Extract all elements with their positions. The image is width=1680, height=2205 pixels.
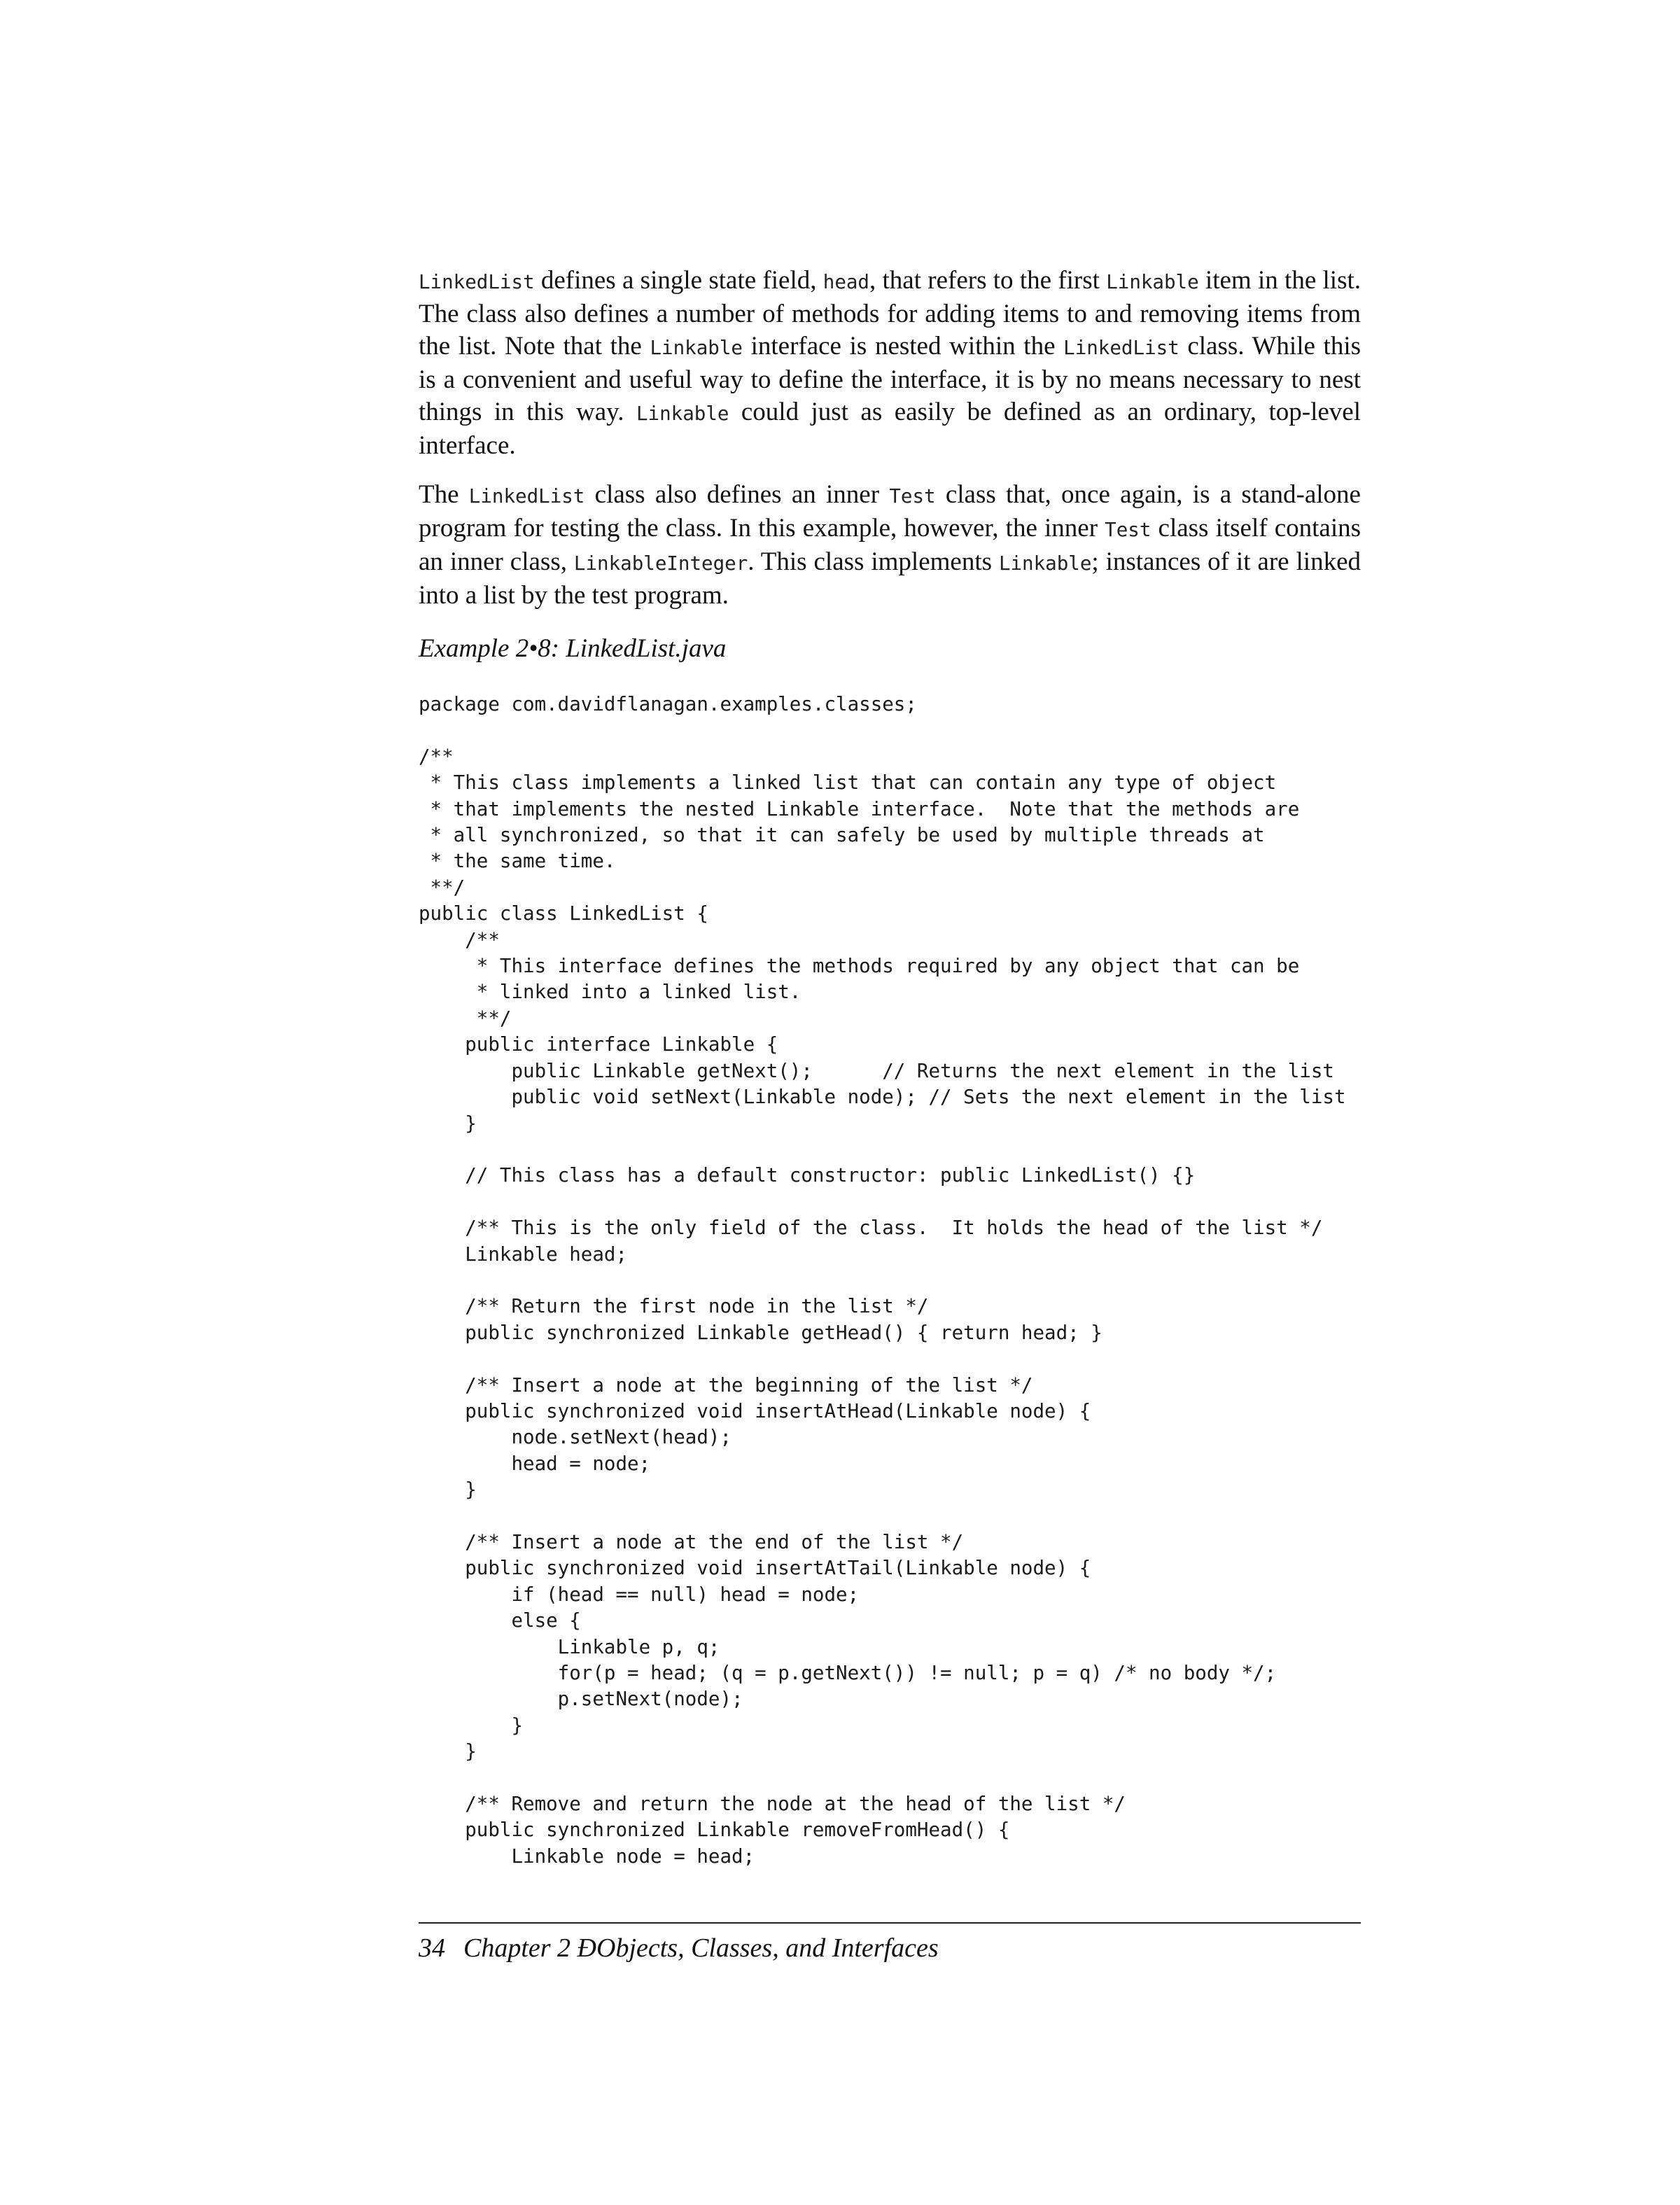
code-line: public synchronized void insertAtTail(Linkable node) {: [419, 1557, 1091, 1580]
code-line: }: [419, 1714, 524, 1737]
inline-code: Linkable: [998, 552, 1092, 575]
code-line: [419, 1504, 1361, 1530]
code-line: package com.davidflanagan.examples.classes;: [419, 693, 917, 715]
inline-code: head: [822, 271, 869, 293]
code-line: public class LinkedList {: [419, 902, 708, 925]
code-line: **/: [419, 1007, 512, 1030]
code-line: }: [419, 1478, 477, 1502]
paragraph-text: class itself contains an inner class,: [419, 514, 1361, 576]
code-line: if (head == null) head = node;: [419, 1583, 860, 1606]
code-line: **/: [419, 876, 465, 899]
paragraph-text: defines a single state field,: [534, 266, 823, 295]
page-number: 34: [419, 1933, 445, 1963]
code-line: for(p = head; (q = p.getNext()) != null; p = q) /* no body */;: [419, 1662, 1277, 1685]
chapter-title: Chapter 2 ÐObjects, Classes, and Interfaces: [463, 1933, 939, 1963]
inline-code: Linkable: [636, 402, 729, 425]
paragraph-text: could just as easily be defined as an ordinary, top-level interface.: [419, 398, 1361, 460]
code-line: }: [419, 1740, 477, 1763]
code-line: * linked into a linked list.: [419, 981, 802, 1004]
code-line: * the same time.: [419, 850, 616, 873]
code-line: [419, 1189, 1361, 1215]
paragraph-text: ; instances of it are linked into a list by the test program.: [419, 547, 1361, 610]
code-line: * all synchronized, so that it can safely be used by multiple threads at: [419, 824, 1265, 847]
inline-code: LinkedList: [468, 485, 585, 507]
paragraph-text: . This class implements: [748, 547, 999, 576]
code-line: public synchronized Linkable getHead() { return head; }: [419, 1321, 1102, 1344]
paragraph-text: class. While this is a convenient and useful way to define the interface, it is by no means necessary to nest things in this way.: [419, 332, 1362, 426]
example-caption: Example 2•8: LinkedList.java: [419, 634, 727, 663]
code-line: p.setNext(node);: [419, 1688, 743, 1711]
inline-code: Test: [889, 485, 936, 507]
code-line: [419, 1346, 1361, 1372]
code-line: /**: [419, 928, 500, 951]
code-line: Linkable node = head;: [419, 1844, 755, 1868]
code-line: // This class has a default constructor: public LinkedList() {}: [419, 1164, 1196, 1187]
inline-code: Test: [1105, 519, 1152, 541]
code-line: [419, 1765, 1361, 1791]
code-line: * This class implements a linked list that can contain any type of object: [419, 771, 1277, 794]
code-line: /** Insert a node at the beginning of the list */: [419, 1373, 1033, 1396]
inline-code: LinkableInteger: [573, 552, 748, 575]
code-line: Linkable p, q;: [419, 1635, 720, 1658]
code-line: * This interface defines the methods required by any object that can be: [419, 955, 1300, 978]
code-line: public synchronized Linkable removeFromHead() {: [419, 1819, 1010, 1842]
code-line: public Linkable getNext(); // Returns the next element in the list: [419, 1059, 1334, 1082]
code-line: Linkable head;: [419, 1242, 628, 1266]
inline-code: LinkedList: [419, 271, 535, 293]
page-footer: [419, 1931, 939, 1966]
code-line: public void setNext(Linkable node); // Sets the next element in the list: [419, 1086, 1346, 1109]
paragraph-text: item in the list. The class also defines a number of methods for adding items to and removing items from the list. Note that the: [419, 266, 1362, 360]
code-line: else {: [419, 1609, 581, 1632]
code-line: }: [419, 1112, 477, 1135]
code-line: head = node;: [419, 1452, 651, 1475]
code-line: node.setNext(head);: [419, 1426, 732, 1449]
code-listing: [419, 692, 1361, 1870]
paragraph-text: , that refers to the first: [869, 266, 1107, 295]
paragraph-text: class that, once again, is a stand-alone program for testing the class. In this example, however, the inner: [419, 480, 1361, 542]
inline-code: Linkable: [1106, 271, 1199, 293]
page-body: [419, 265, 1361, 1870]
code-line: * that implements the nested Linkable interface. Note that the methods are: [419, 797, 1300, 820]
body-paragraph-1: [419, 265, 1361, 462]
paragraph-text: interface is nested within the: [742, 332, 1064, 360]
inline-code: Linkable: [650, 337, 743, 359]
body-paragraph-2: [419, 479, 1361, 612]
paragraph-text: The: [419, 480, 469, 509]
code-line: [419, 718, 1361, 743]
code-line: public synchronized void insertAtHead(Linkable node) {: [419, 1399, 1091, 1422]
code-line: public interface Linkable {: [419, 1033, 778, 1056]
code-line: [419, 1137, 1361, 1163]
code-line: /** This is the only field of the class. It holds the head of the list */: [419, 1217, 1323, 1240]
code-line: [419, 1268, 1361, 1294]
paragraph-text: class also defines an inner: [584, 480, 890, 509]
code-line: /**: [419, 745, 454, 768]
code-line: /** Insert a node at the end of the list */: [419, 1531, 964, 1553]
inline-code: LinkedList: [1063, 337, 1180, 359]
code-line: /** Return the first node in the list */: [419, 1295, 929, 1318]
footer-rule: [419, 1922, 1361, 1924]
code-line: /** Remove and return the node at the head of the list */: [419, 1793, 1126, 1816]
